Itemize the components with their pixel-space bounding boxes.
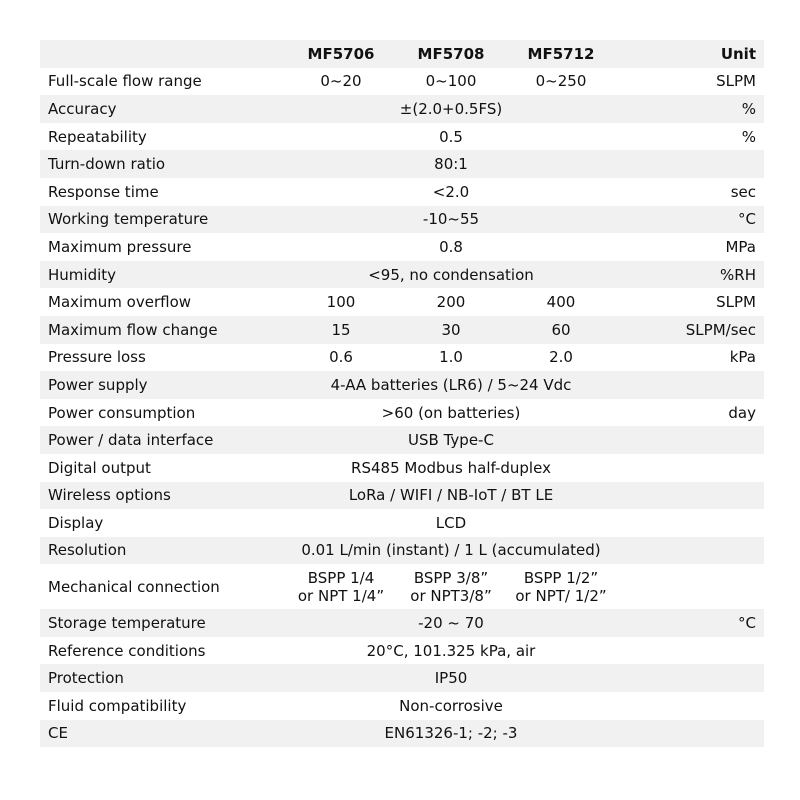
row-value-mf5712 — [506, 564, 616, 609]
row-label: Accuracy — [48, 99, 117, 118]
spec-table-container — [40, 40, 764, 747]
row-label: Response time — [48, 182, 159, 201]
row-label: Display — [48, 513, 104, 532]
table-row — [40, 637, 764, 665]
table-row — [40, 178, 764, 206]
row-label: Reference conditions — [48, 641, 206, 660]
row-unit — [616, 454, 764, 482]
row-unit: % — [741, 99, 756, 118]
header-row — [40, 40, 764, 68]
row-value-mf5712: 0~250 — [535, 72, 587, 91]
table-row — [40, 261, 764, 289]
row-value-mf5708: 0~100 — [425, 72, 477, 91]
row-value-mf5708 — [396, 564, 506, 609]
row-value: LoRa / WIFI / NB-IoT / BT LE — [348, 486, 554, 505]
row-unit: day — [728, 403, 756, 422]
row-value: 0.01 L/min (instant) / 1 L (accumulated) — [301, 541, 601, 560]
connection-line-2: or NPT/ 1/2” — [515, 586, 607, 605]
row-unit — [616, 537, 764, 565]
row-label: CE — [48, 724, 68, 743]
table-row — [40, 316, 764, 344]
row-unit: sec — [730, 182, 756, 201]
row-value: >60 (on batteries) — [381, 403, 521, 422]
row-label: Pressure loss — [48, 348, 146, 367]
table-row — [40, 609, 764, 637]
row-value: 4-AA batteries (LR6) / 5~24 Vdc — [330, 375, 572, 394]
table-row — [40, 720, 764, 748]
row-label: Mechanical connection — [48, 577, 220, 596]
row-value: EN61326-1; -2; -3 — [384, 724, 518, 743]
connection-line-1: BSPP 1/2” — [523, 568, 599, 587]
row-value: RS485 Modbus half-duplex — [351, 458, 551, 477]
row-value: -20 ~ 70 — [418, 614, 484, 633]
table-row — [40, 537, 764, 565]
row-value-mf5706: 0.6 — [329, 348, 353, 367]
row-unit: SLPM — [716, 72, 756, 91]
row-unit: °C — [738, 210, 756, 229]
row-unit — [616, 692, 764, 720]
table-row — [40, 344, 764, 372]
row-unit — [616, 564, 764, 609]
table-row — [40, 664, 764, 692]
header-model-mf5712: MF5712 — [527, 44, 595, 63]
row-value: ±(2.0+0.5FS) — [399, 99, 503, 118]
row-value: IP50 — [434, 669, 468, 688]
table-row — [40, 692, 764, 720]
row-label: Turn-down ratio — [48, 155, 166, 174]
table-row — [40, 371, 764, 399]
table-row — [40, 233, 764, 261]
table-row — [40, 399, 764, 427]
table-row — [40, 150, 764, 178]
row-value: 0.8 — [439, 237, 463, 256]
row-unit: MPa — [725, 237, 756, 256]
row-label: Digital output — [48, 458, 151, 477]
header-unit: Unit — [720, 44, 756, 63]
header-label — [40, 40, 286, 68]
table-row — [40, 564, 764, 609]
connection-line-2: or NPT 1/4” — [297, 586, 385, 605]
row-unit: SLPM/sec — [685, 320, 756, 339]
row-value-mf5706: 100 — [326, 293, 356, 312]
row-unit — [616, 664, 764, 692]
row-unit: SLPM — [716, 293, 756, 312]
row-label: Maximum pressure — [48, 237, 192, 256]
row-unit — [616, 426, 764, 454]
table-row — [40, 288, 764, 316]
row-value-mf5706: 0~20 — [320, 72, 362, 91]
row-label: Power / data interface — [48, 431, 214, 450]
row-label: Resolution — [48, 541, 127, 560]
row-unit: °C — [738, 614, 756, 633]
row-label: Full-scale flow range — [48, 72, 202, 91]
row-unit — [616, 371, 764, 399]
table-row — [40, 206, 764, 234]
row-value: 20°C, 101.325 kPa, air — [366, 641, 536, 660]
row-value: -10~55 — [422, 210, 480, 229]
row-value: <95, no condensation — [368, 265, 534, 284]
header-model-mf5706: MF5706 — [307, 44, 375, 63]
row-value: Non-corrosive — [399, 696, 503, 715]
table-row — [40, 95, 764, 123]
connection-line-1: BSPP 3/8” — [413, 568, 489, 587]
row-value-mf5712: 400 — [546, 293, 576, 312]
row-label: Repeatability — [48, 127, 147, 146]
row-unit — [616, 637, 764, 665]
row-value: LCD — [435, 513, 467, 532]
row-label: Humidity — [48, 265, 117, 284]
row-value: USB Type-C — [408, 431, 494, 450]
row-value-mf5708: 30 — [441, 320, 461, 339]
row-label: Protection — [48, 669, 124, 688]
row-value-mf5706: 15 — [331, 320, 351, 339]
header-model-mf5708: MF5708 — [417, 44, 485, 63]
row-label: Working temperature — [48, 210, 209, 229]
row-unit — [616, 509, 764, 537]
row-value-mf5712: 60 — [551, 320, 571, 339]
row-unit: %RH — [720, 265, 756, 284]
table-row — [40, 426, 764, 454]
row-label: Power supply — [48, 375, 148, 394]
connection-line-2: or NPT3/8” — [410, 586, 492, 605]
table-row — [40, 68, 764, 96]
row-label: Power consumption — [48, 403, 196, 422]
row-value: <2.0 — [432, 182, 470, 201]
row-value: 80:1 — [434, 155, 468, 174]
row-value-mf5706 — [286, 564, 396, 609]
row-label: Fluid compatibility — [48, 696, 187, 715]
row-unit — [616, 720, 764, 748]
spec-table — [40, 40, 764, 747]
row-label: Maximum overflow — [48, 293, 192, 312]
table-row — [40, 123, 764, 151]
row-label: Wireless options — [48, 486, 171, 505]
table-row — [40, 509, 764, 537]
row-unit: % — [741, 127, 756, 146]
row-label: Maximum flow change — [48, 320, 218, 339]
connection-line-1: BSPP 1/4 — [307, 568, 375, 587]
row-value-mf5712: 2.0 — [549, 348, 573, 367]
row-value: 0.5 — [439, 127, 463, 146]
table-row — [40, 482, 764, 510]
row-unit: kPa — [729, 348, 756, 367]
row-value-mf5708: 200 — [436, 293, 466, 312]
row-unit — [616, 150, 764, 178]
row-label: Storage temperature — [48, 614, 206, 633]
row-value-mf5708: 1.0 — [439, 348, 463, 367]
row-unit — [616, 482, 764, 510]
table-row — [40, 454, 764, 482]
